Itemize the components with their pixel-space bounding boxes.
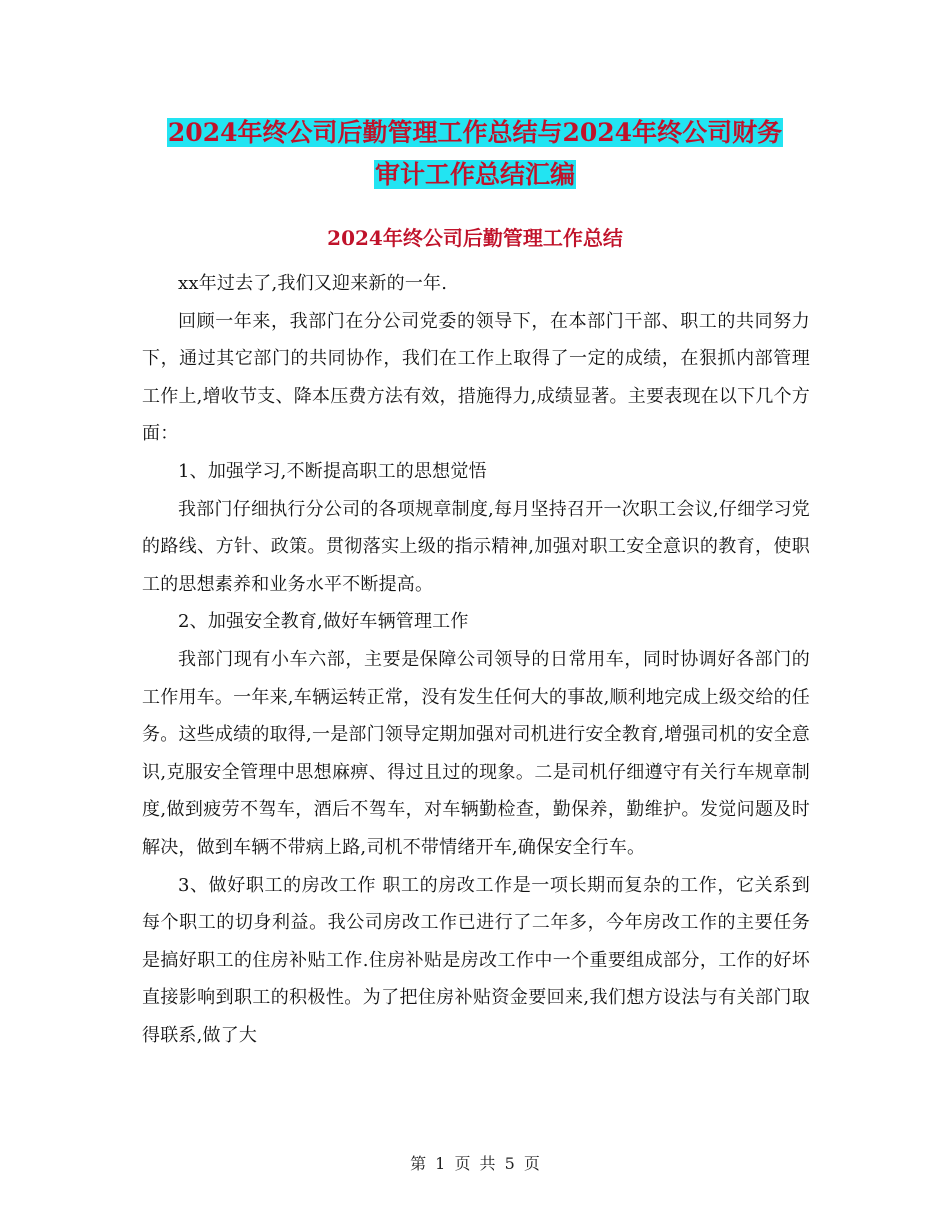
section-title: 2024年终公司后勤管理工作总结 (327, 226, 623, 250)
paragraph: 我部门仔细执行分公司的各项规章制度,每月坚持召开一次职工会议,仔细学习党的路线、方针、政策。贯彻落实上级的指示精神,加强对职工安全意识的教育，使职工的思想素养和业务水平不断提高。 (142, 498, 810, 595)
paragraph: 我部门现有小车六部，主要是保障公司领导的日常用车，同时协调好各部门的工作用车。一年来,车辆运转正常，没有发生任何大的事故,顺利地完成上级交给的任务。这些成绩的取得,一是部门领导定期加强对司机进行安全教育,增强司机的安全意识,克服安全管理中思想麻痹、得过且过的现象。二是司机仔细遵守有关行车规章制度,做到疲劳不驾车，酒后不驾车，对车辆勤检查，勤保养，勤维护。发觉问题及时解决，做到车辆不带病上路,司机不带情绪开车,确保安全行车。 (142, 648, 810, 858)
paragraph: 2、加强安全教育,做好车辆管理工作 (178, 611, 469, 633)
paragraph: 1、加强学习,不断提高职工的思想觉悟 (178, 460, 487, 482)
page-number-footer: 第 1 页 共 5 页 (410, 1154, 540, 1173)
document-body (142, 265, 810, 1054)
document-title-line-1: 2024年终公司后勤管理工作总结与2024年终公司财务 (167, 118, 783, 147)
document-title (0, 112, 950, 196)
document-title-line-2: 审计工作总结汇编 (374, 160, 575, 189)
paragraph: 回顾一年来，我部门在分公司党委的领导下，在本部门干部、职工的共同努力下，通过其它部门的共同协作，我们在工作上取得了一定的成绩，在狠抓内部管理工作上,增收节支、降本压费方法有效，措施得力,成绩显著。主要表现在以下几个方面： (142, 310, 810, 445)
paragraph: xx年过去了,我们又迎来新的一年. (178, 273, 448, 294)
paragraph: 3、做好职工的房改工作 职工的房改工作是一项长期而复杂的工作，它关系到每个职工的切身利益。我公司房改工作已进行了二年多，今年房改工作的主要任务是搞好职工的住房补贴工作.住房补贴是房改工作中一个重要组成部分，工作的好坏直接影响到职工的积极性。为了把住房补贴资金要回来,我们想方设法与有关部门取得联系,做了大 (142, 874, 810, 1046)
